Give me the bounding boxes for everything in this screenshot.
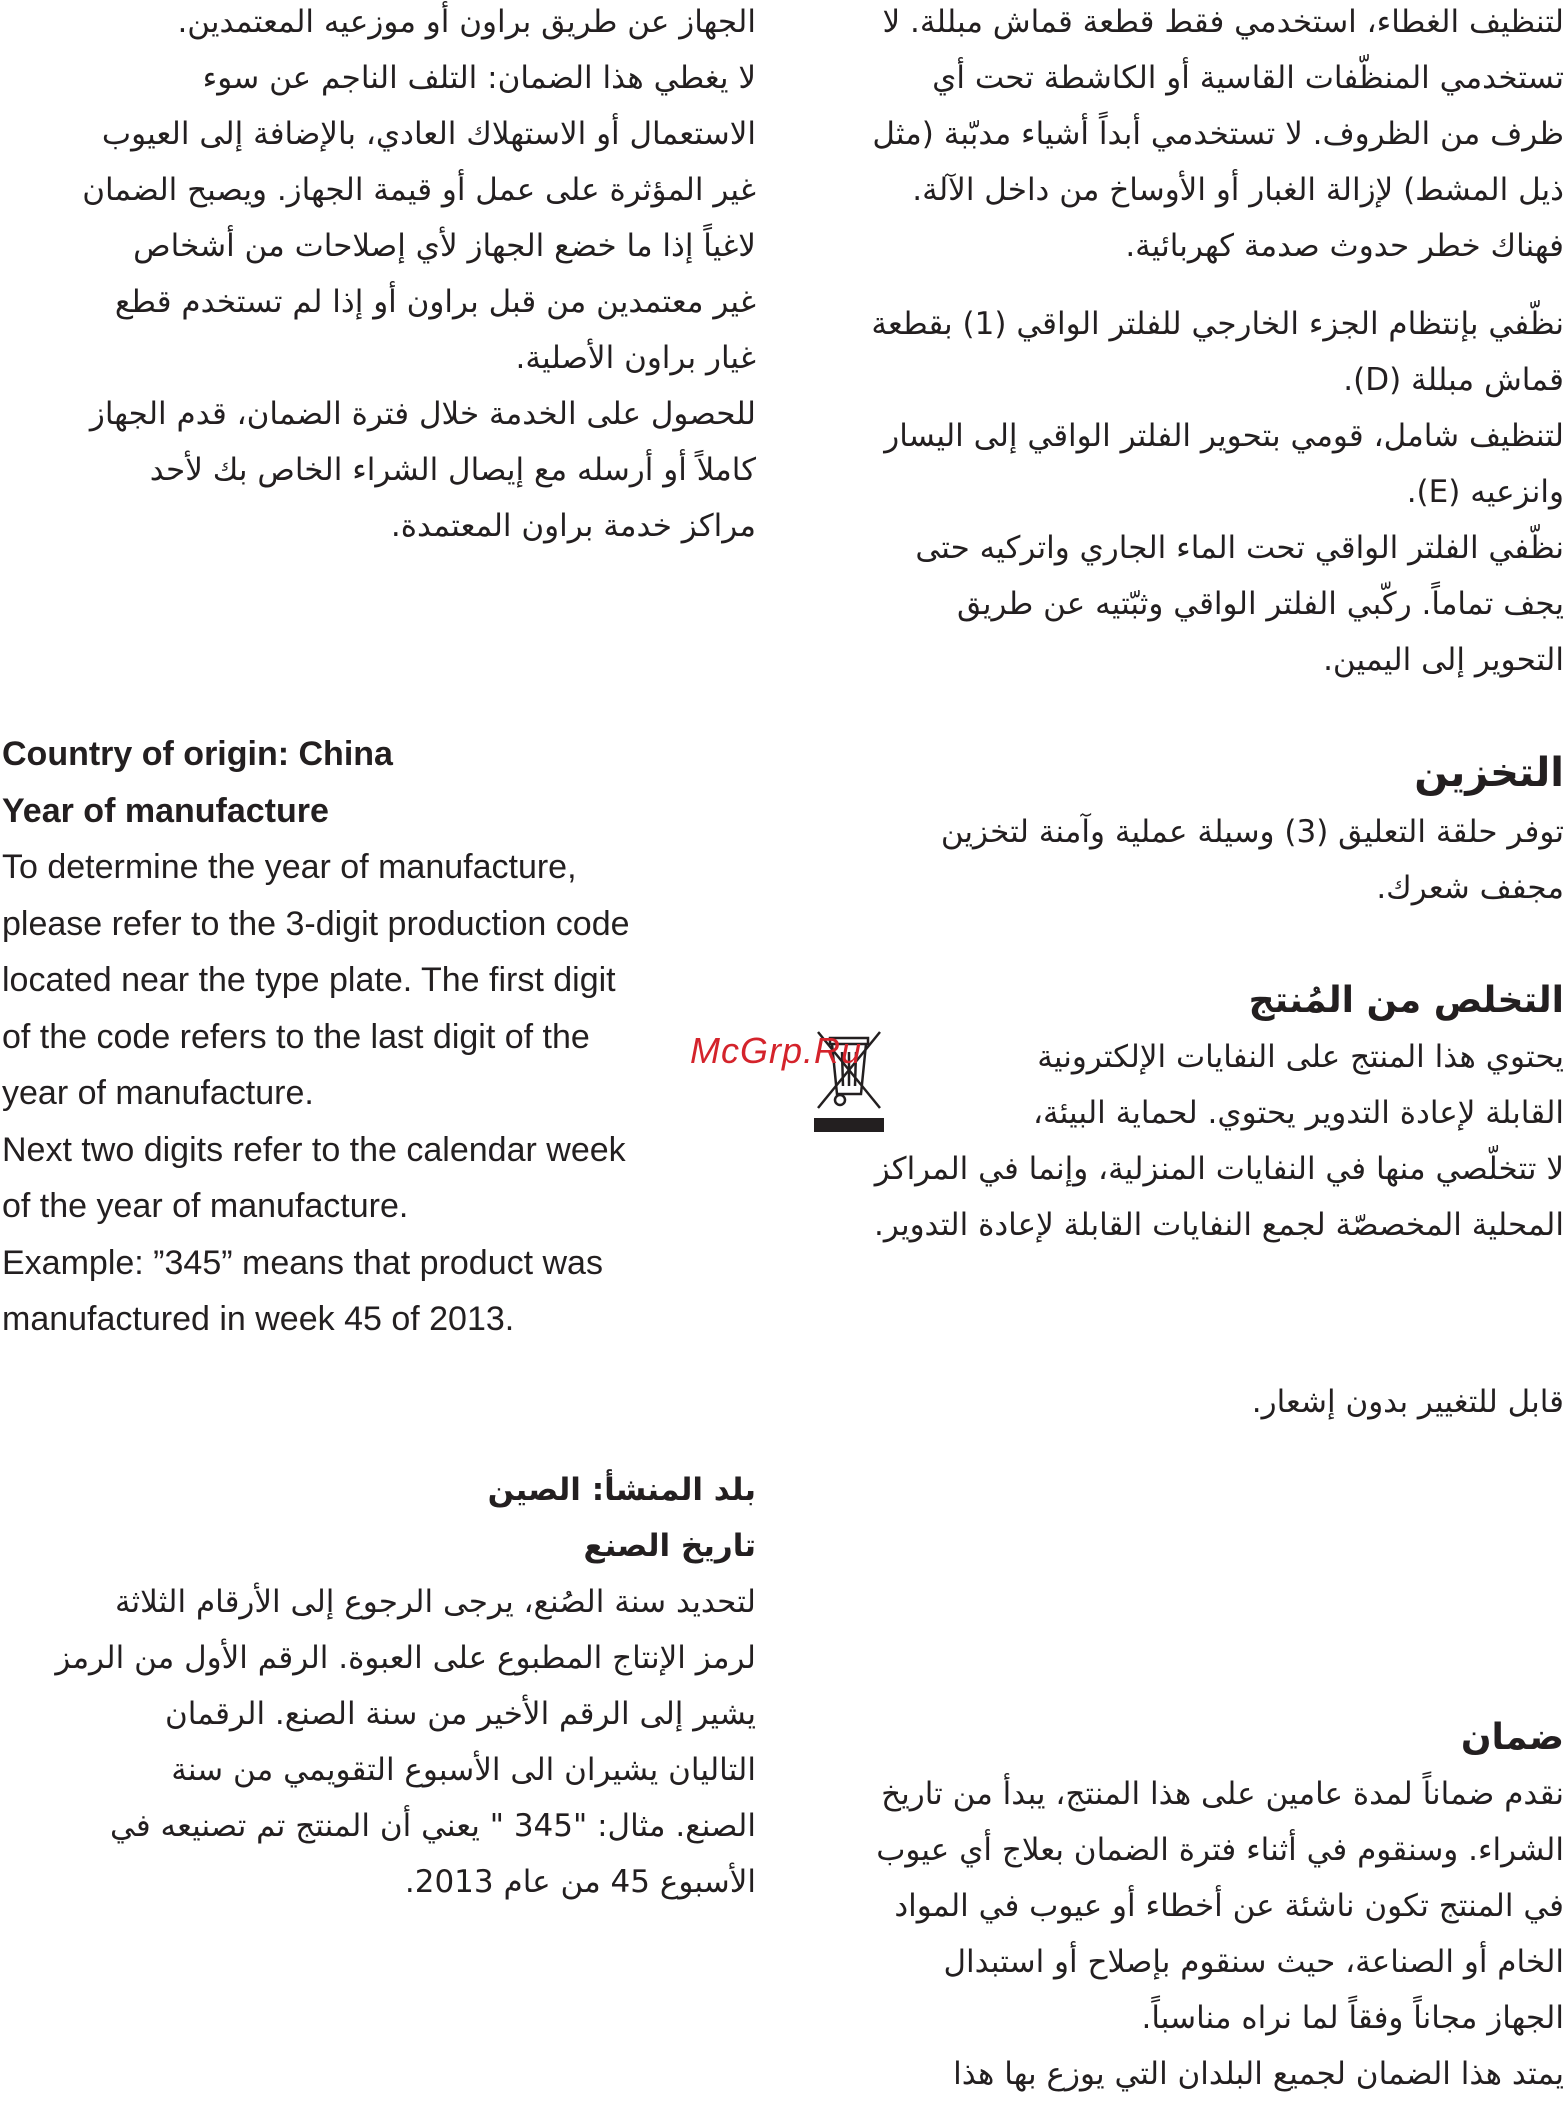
text-line: ظرف من الظروف. لا تستخدمي أبداً أشياء مدبّبة (مثل: [872, 116, 1564, 152]
text-line: of the year of manufacture.: [2, 1187, 409, 1225]
text-line: الشراء. وسنقوم في أثناء فترة الضمان بعلاج أي عيوب: [876, 1832, 1564, 1868]
text-line: غير المؤثرة على عمل أو قيمة الجهاز. ويصبح الضمان: [82, 172, 756, 208]
arabic-origin-section: [4, 1462, 756, 1910]
text-line: توفر حلقة التعليق (3) وسيلة عملية وآمنة لتخزين: [940, 814, 1564, 850]
text-line: الجهاز مجاناً وفقاً لما نراه مناسباً.: [1141, 2000, 1564, 2036]
year-heading-ar: تاريخ الصنع: [583, 1528, 756, 1564]
storage-section: [804, 742, 1564, 916]
text-line: الاستعمال أو الاستهلاك العادي، بالإضافة إلى العيوب: [101, 116, 756, 152]
warranty-continued-paragraph: [4, 0, 756, 554]
text-line: التاليان يشيران الى الأسبوع التقويمي من سنة: [171, 1752, 756, 1788]
text-line: Example: ”345” means that product was: [2, 1243, 603, 1282]
text-line: القابلة لإعادة التدوير يحتوي. لحماية البيئة،: [1033, 1095, 1564, 1131]
watermark: McGrp.Ru: [690, 1030, 863, 1071]
country-of-origin: Country of origin: China: [2, 735, 393, 773]
text-line: مجفف شعرك.: [1376, 870, 1564, 906]
text-line: لا يغطي هذا الضمان: التلف الناجم عن سوء: [202, 60, 756, 96]
text-line: غيار براون الأصلية.: [515, 340, 756, 376]
text-line: of the code refers to the last digit of the: [2, 1017, 590, 1056]
text-line: لا تتخلّصي منها في النفايات المنزلية، وإنما في المراكز: [874, 1151, 1564, 1187]
text-line: Next two digits refer to the calendar week: [2, 1130, 626, 1169]
text-line: لرمز الإنتاج المطبوع على العبوة. الرقم الأول من الرمز: [55, 1640, 756, 1676]
english-origin-section: [2, 726, 762, 1348]
text-line: يحتوي هذا المنتج على النفايات الإلكترونية: [1037, 1039, 1564, 1075]
cleaning-filter-paragraph: [804, 296, 1564, 688]
text-line: year of manufacture.: [2, 1074, 314, 1112]
text-line: لاغياً إذا ما خضع الجهاز لأي إصلاحات من أشخاص: [133, 228, 756, 264]
text-line: لتنظيف الغطاء، استخدمي فقط قطعة قماش مبللة. لا: [882, 4, 1564, 40]
text-line: مراكز خدمة براون المعتمدة.: [390, 508, 756, 544]
text-line: التحوير إلى اليمين.: [1323, 642, 1564, 678]
text-line: نظّفي بإنتظام الجزء الخارجي للفلتر الواقي (1) بقطعة: [871, 306, 1564, 342]
notice-line: قابل للتغيير بدون إشعار.: [1251, 1384, 1564, 1420]
cleaning-cover-paragraph: [804, 0, 1564, 274]
text-line: غير معتمدين من قبل براون أو إذا لم تستخدم قطع: [114, 284, 756, 320]
text-line: manufactured in week 45 of 2013.: [2, 1300, 515, 1338]
text-line: نقدم ضماناً لمدة عامين على هذا المنتج، يبدأ من تاريخ: [881, 1776, 1564, 1812]
text-line: لتنظيف شامل، قومي بتحوير الفلتر الواقي إلى اليسار: [884, 418, 1564, 454]
text-line: الصنع. مثال: "345 " يعني أن المنتج تم تصنيعه في: [110, 1808, 756, 1844]
text-line: في المنتج تكون ناشئة عن أخطاء أو عيوب في المواد: [894, 1888, 1564, 1924]
text-line: يشير إلى الرقم الأخير من سنة الصنع. الرقمان: [164, 1696, 756, 1732]
text-line: ذيل المشط) لإزالة الغبار أو الأوساخ من داخل الآلة.: [912, 172, 1564, 208]
text-line: الأسبوع 45 من عام 2013.: [404, 1864, 756, 1900]
text-line: located near the type plate. The first digit: [2, 961, 616, 999]
disposal-heading: التخلص من المُنتج: [1248, 980, 1564, 1021]
warranty-section: [804, 1710, 1564, 2102]
disposal-section: [804, 973, 1564, 1253]
text-line: نظّفي الفلتر الواقي تحت الماء الجاري واتركيه حتى: [915, 530, 1564, 566]
text-line: قماش مبللة (D).: [1343, 362, 1564, 398]
year-heading: Year of manufacture: [2, 791, 329, 830]
text-line: يجف تماماً. ركّبي الفلتر الواقي وثبّتيه عن طريق: [957, 586, 1564, 622]
storage-heading: التخزين: [1414, 750, 1564, 796]
text-line: كاملاً أو أرسله مع إيصال الشراء الخاص بك لأحد: [149, 452, 756, 488]
text-line: لتحديد سنة الصُنع، يرجى الرجوع إلى الأرقام الثلاثة: [114, 1584, 756, 1620]
text-line: تستخدمي المنظّفات القاسية أو الكاشطة تحت أي: [932, 60, 1564, 96]
text-line: فهناك خطر حدوث صدمة كهربائية.: [1125, 228, 1564, 264]
country-of-origin-ar: بلد المنشأ: الصين: [487, 1472, 756, 1508]
text-line: please refer to the 3-digit production code: [2, 904, 630, 943]
text-line: وانزعيه (E).: [1406, 474, 1564, 510]
text-line: يمتد هذا الضمان لجميع البلدان التي يوزع بها هذا: [953, 2056, 1564, 2092]
text-line: المحلية المخصصّة لجمع النفايات القابلة لإعادة التدوير.: [873, 1207, 1564, 1243]
warranty-heading: ضمان: [1460, 1717, 1564, 1758]
text-line: To determine the year of manufacture,: [2, 848, 577, 886]
text-line: الجهاز عن طريق براون أو موزعيه المعتمدين.: [177, 4, 756, 40]
text-line: الخام أو الصناعة، حيث سنقوم بإصلاح أو استبدال: [943, 1944, 1564, 1980]
text-line: للحصول على الخدمة خلال فترة الضمان، قدم الجهاز: [89, 396, 756, 432]
notice-text: [804, 1374, 1564, 1430]
